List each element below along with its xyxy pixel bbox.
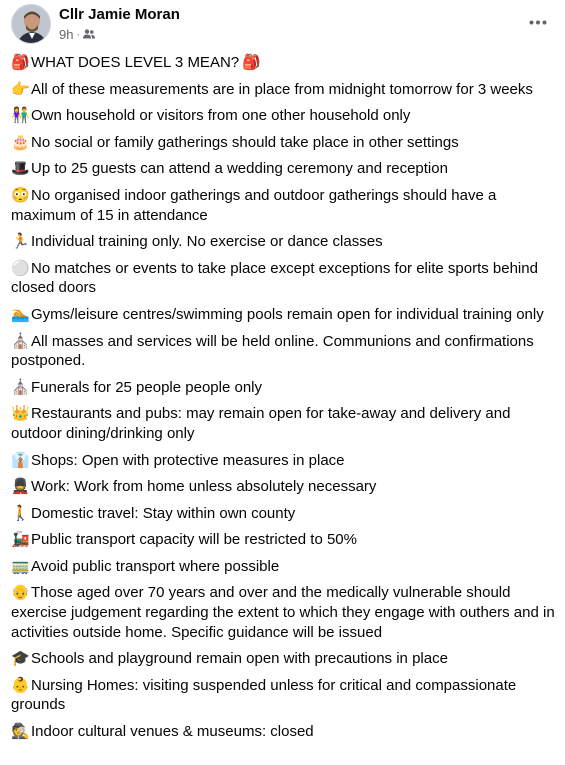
- church-icon: ⛪: [11, 332, 30, 350]
- item-text: All masses and services will be held online. Communions and confirmations postponed.: [11, 332, 534, 370]
- list-item: [11, 451, 555, 471]
- post-header: [11, 0, 555, 50]
- list-item: [11, 232, 555, 252]
- walking-person-icon: 🚶: [11, 504, 30, 522]
- list-item: [11, 530, 555, 550]
- item-text: No organised indoor gatherings and outdoor gatherings should have a maximum of 15 in attendance: [11, 186, 497, 224]
- list-item: [11, 722, 555, 742]
- backpack-icon: 🎒: [11, 54, 30, 71]
- item-text: Avoid public transport where possible: [31, 557, 280, 575]
- ball-icon: ⚪: [11, 259, 30, 277]
- list-item: [11, 477, 555, 497]
- item-text: Own household or visitors from one other household only: [31, 107, 411, 125]
- list-item: [11, 557, 555, 577]
- profile-photo: [12, 5, 51, 44]
- flushed-face-icon: 😳: [11, 186, 30, 204]
- item-text: Shops: Open with protective measures in place: [31, 451, 345, 469]
- list-item: [11, 332, 555, 371]
- item-text: Gyms/leisure centres/swimming pools remain open for individual training only: [31, 305, 544, 323]
- list-item: [11, 80, 555, 100]
- list-item: [11, 583, 555, 642]
- item-text: Schools and playground remain open with precautions in place: [31, 650, 448, 668]
- backpack-icon: 🎒: [242, 54, 261, 71]
- list-item: [11, 106, 555, 126]
- friends-icon[interactable]: [83, 27, 95, 42]
- item-text: Domestic travel: Stay within own county: [31, 504, 296, 522]
- runner-icon: 🏃: [11, 233, 30, 251]
- separator-dot: ·: [76, 28, 81, 41]
- list-item: [11, 404, 555, 443]
- more-icon: [529, 20, 547, 25]
- avatar[interactable]: [11, 4, 51, 44]
- item-text: No matches or events to take place except exceptions for elite sports behind closed doors: [11, 259, 538, 297]
- more-options-button[interactable]: [523, 10, 553, 34]
- baby-icon: 👶: [11, 676, 30, 694]
- post-title: [11, 53, 555, 73]
- item-text: Restaurants and pubs: may remain open for take-away and delivery and outdoor dining/drinking only: [11, 405, 511, 442]
- top-hat-icon: 🎩: [11, 160, 30, 178]
- tram-icon: 🚃: [11, 557, 30, 575]
- post-body: [11, 53, 555, 749]
- swimmer-icon: 🏊: [11, 305, 30, 323]
- couple-icon: 👫: [11, 107, 30, 125]
- list-item: [11, 259, 555, 298]
- item-text: Those aged over 70 years and over and the medically vulnerable should exercise judgement regarding the extent to which they engage with outhers and in activities outside home. Specific guidance will be issued: [11, 584, 555, 641]
- list-item: [11, 649, 555, 669]
- item-text: Work: Work from home unless absolutely necessary: [31, 478, 377, 496]
- post-time[interactable]: 9h: [59, 27, 74, 42]
- list-item: [11, 676, 555, 715]
- crown-icon: 👑: [11, 405, 30, 423]
- post-title-text: WHAT DOES LEVEL 3 MEAN?: [31, 54, 240, 71]
- list-item: [11, 504, 555, 524]
- post-meta: [59, 27, 95, 42]
- item-text: Indoor cultural venues & museums: closed: [31, 723, 314, 741]
- list-item: [11, 133, 555, 153]
- item-text: All of these measurements are in place from midnight tomorrow for 3 weeks: [31, 80, 533, 98]
- worker-icon: 💂: [11, 478, 30, 496]
- item-text: No social or family gatherings should take place in other settings: [31, 133, 459, 151]
- church-icon: ⛪: [11, 378, 30, 396]
- item-text: Individual training only. No exercise or dance classes: [31, 233, 383, 251]
- train-icon: 🚂: [11, 531, 30, 549]
- detective-icon: 🕵: [11, 723, 30, 741]
- list-item: [11, 186, 555, 225]
- older-person-icon: 👴: [11, 584, 30, 602]
- cake-icon: 🎂: [11, 133, 30, 151]
- pointing-hand-icon: 👉: [11, 80, 30, 98]
- shirt-icon: 👔: [11, 451, 30, 469]
- item-text: Public transport capacity will be restricted to 50%: [31, 531, 357, 549]
- item-text: Nursing Homes: visiting suspended unless for critical and compassionate grounds: [11, 676, 517, 714]
- list-item: [11, 159, 555, 179]
- item-text: Funerals for 25 people people only: [31, 378, 262, 396]
- post-author[interactable]: Cllr Jamie Moran: [59, 6, 180, 23]
- list-item: [11, 378, 555, 398]
- graduation-cap-icon: 🎓: [11, 650, 30, 668]
- list-item: [11, 305, 555, 325]
- item-text: Up to 25 guests can attend a wedding ceremony and reception: [31, 160, 448, 178]
